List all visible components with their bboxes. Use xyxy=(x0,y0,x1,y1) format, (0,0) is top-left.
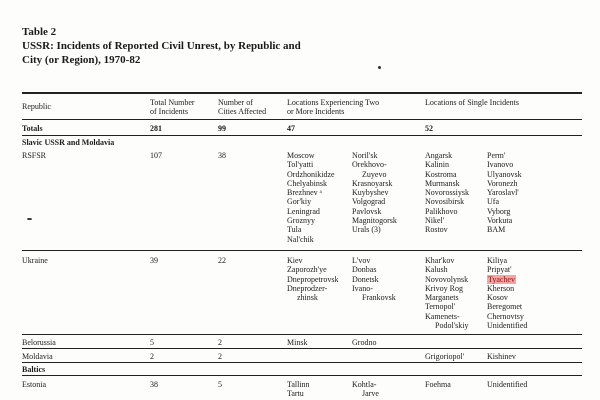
list-item: Murmansk xyxy=(425,178,460,188)
totals-two: 47 xyxy=(287,124,295,133)
row-cities-moldavia: 2 xyxy=(218,352,222,361)
totals-total: 281 xyxy=(150,124,162,133)
list-item: Pripyat' xyxy=(487,265,512,275)
ukraine-rule xyxy=(22,334,582,335)
header-single: Locations of Single Incidents xyxy=(425,98,519,107)
list-item: Leningrad xyxy=(287,206,320,216)
list-item: Perm' xyxy=(487,151,506,160)
header-top-rule xyxy=(22,92,582,94)
totals-label: Totals xyxy=(22,124,43,133)
list-item: Yaroslavl' xyxy=(487,188,519,198)
list-item: Kuybyshev xyxy=(352,188,389,198)
list-item: Unidentified xyxy=(487,321,528,331)
list-item: Frankovsk xyxy=(362,293,396,303)
estonia-two-b xyxy=(352,380,379,399)
row-cities-belorussia: 2 xyxy=(218,338,222,347)
row-name-moldavia: Moldavia xyxy=(22,352,53,361)
row-cities-ukraine: 22 xyxy=(218,256,226,265)
list-item: Angarsk xyxy=(425,151,453,160)
scan-speck xyxy=(378,66,381,69)
list-item: Pavlovsk xyxy=(352,206,382,216)
rsfsr-single-a xyxy=(425,151,469,235)
table-title-line1: USSR: Incidents of Reported Civil Unrest, by Republic and xyxy=(22,40,301,52)
list-item: Khar'kov xyxy=(425,256,455,265)
list-item: Kiliya xyxy=(487,256,507,265)
list-item: Tartu xyxy=(287,389,304,399)
list-item: Vorkuta xyxy=(487,216,513,226)
list-item: Chernovtsy xyxy=(487,311,524,321)
rsfsr-single-b xyxy=(487,151,522,235)
list-item: Dnepropetrovsk xyxy=(287,274,339,284)
list-item: zhinsk xyxy=(297,293,318,303)
list-item: Ivano- xyxy=(352,283,373,293)
list-item: Noril'sk xyxy=(352,151,378,160)
list-item: Groznyy xyxy=(287,216,315,226)
list-item: Kosov xyxy=(487,293,508,303)
header-two-line2: or More Incidents xyxy=(287,107,345,116)
list-item: Krivoy Rog xyxy=(425,283,463,293)
estonia-single-b: Unidentified xyxy=(487,380,528,389)
list-item: Ivanovo xyxy=(487,160,514,170)
list-item: Nikel' xyxy=(425,216,445,226)
list-item: Magnitogorsk xyxy=(352,216,397,226)
baltics-rule xyxy=(22,375,582,376)
list-item: Nal'chik xyxy=(287,234,314,244)
section-label: Slavic USSR and Moldavia xyxy=(22,138,115,147)
list-item: Tol'yatti xyxy=(287,160,314,170)
header-total-line2: of Incidents xyxy=(150,107,188,116)
moldavia-single-a: Grigoriopol' xyxy=(425,352,465,361)
table-number: Table 2 xyxy=(22,26,57,38)
totals-single: 52 xyxy=(425,124,433,133)
list-item: Ternopol' xyxy=(425,302,456,312)
list-item: Kamenets- xyxy=(425,311,460,321)
row-total-belorussia: 5 xyxy=(150,338,154,347)
header-republic: Republic xyxy=(22,102,51,111)
list-item: Zaporozh'ye xyxy=(287,265,327,275)
header-two-line1: Locations Experiencing Two xyxy=(287,98,380,107)
list-item: Novosibirsk xyxy=(425,197,465,207)
list-item: Novovolynsk xyxy=(425,274,469,284)
totals-cities: 99 xyxy=(218,124,226,133)
list-item: Ordzhonikidze xyxy=(287,169,335,179)
row-name-belorussia: Belorussia xyxy=(22,338,56,347)
list-item: Zuyevo xyxy=(362,169,387,179)
list-item: Vyborg xyxy=(487,206,511,216)
header-bottom-rule xyxy=(22,119,582,120)
list-item: Tula xyxy=(287,225,302,235)
list-item: Marganets xyxy=(425,293,459,303)
list-item: Brezhnev ᵃ xyxy=(287,188,322,198)
list-item: Moscow xyxy=(287,151,315,160)
list-item: Tallinn xyxy=(287,380,310,389)
estonia-two-a xyxy=(287,380,310,399)
highlighted-text: Tyachev xyxy=(488,274,515,284)
row-total-ukraine: 39 xyxy=(150,256,158,265)
rsfsr-rule xyxy=(22,250,582,251)
list-item: Volgograd xyxy=(352,197,386,207)
belorussia-rule xyxy=(22,348,582,349)
row-cities-rsfsr: 38 xyxy=(218,151,226,160)
list-item: Donbas xyxy=(352,265,377,275)
list-item: Chelyabinsk xyxy=(287,178,327,188)
rsfsr-two-a xyxy=(287,151,335,244)
list-item: Kohtla- xyxy=(352,380,377,389)
list-item: Gor'kiy xyxy=(287,197,312,207)
list-item-highlighted xyxy=(487,275,527,284)
totals-rule xyxy=(22,135,582,136)
ukraine-two-a xyxy=(287,256,339,302)
row-total-estonia: 38 xyxy=(150,380,158,389)
header-cities-line2: Cities Affected xyxy=(218,107,267,116)
list-item: Podol'skiy xyxy=(435,321,469,331)
list-item: Jarve xyxy=(362,389,379,399)
list-item: Donetsk xyxy=(352,274,379,284)
list-item: Novorossiysk xyxy=(425,188,470,198)
list-item: BAM xyxy=(487,225,506,235)
list-item: Kiev xyxy=(287,256,303,265)
header-cities-line1: Number of xyxy=(218,98,253,107)
table-title-line2: City (or Region), 1970-82 xyxy=(22,54,141,66)
ukraine-two-b xyxy=(352,256,396,302)
baltics-label: Baltics xyxy=(22,365,46,374)
scan-speck xyxy=(27,218,32,220)
row-cities-estonia: 5 xyxy=(218,380,222,389)
row-name-ukraine: Ukraine xyxy=(22,256,48,265)
list-item: Palikhovo xyxy=(425,206,458,216)
belorussia-two-a: Minsk xyxy=(287,338,308,347)
estonia-single-a: Foehma xyxy=(425,380,451,389)
list-item: Kalinin xyxy=(425,160,449,170)
list-item: Kalush xyxy=(425,265,448,275)
list-item: Orekhovo- xyxy=(352,160,387,170)
rsfsr-two-b xyxy=(352,151,397,235)
list-item: Beregomet xyxy=(487,302,523,312)
row-name-rsfsr: RSFSR xyxy=(22,151,47,160)
moldavia-single-b: Kishinev xyxy=(487,352,516,361)
ukraine-single-a xyxy=(425,256,468,330)
list-item: Kostroma xyxy=(425,169,457,179)
list-item: Dneprodzer- xyxy=(287,283,328,293)
list-item: Urals (3) xyxy=(352,225,381,235)
list-item: Krasnoyarsk xyxy=(352,178,393,188)
list-item: Rostov xyxy=(425,225,448,235)
moldavia-rule xyxy=(22,362,582,363)
list-item: Ulyanovsk xyxy=(487,169,522,179)
row-total-rsfsr: 107 xyxy=(150,151,162,160)
row-name-estonia: Estonia xyxy=(22,380,46,389)
ukraine-single-b xyxy=(487,256,527,330)
row-total-moldavia: 2 xyxy=(150,352,154,361)
belorussia-two-b: Grodno xyxy=(352,338,377,347)
list-item: Kherson xyxy=(487,283,515,293)
list-item: L'vov xyxy=(352,256,371,265)
list-item: Ufa xyxy=(487,197,499,207)
header-total-line1: Total Number xyxy=(150,98,195,107)
list-item: Voronezh xyxy=(487,178,518,188)
